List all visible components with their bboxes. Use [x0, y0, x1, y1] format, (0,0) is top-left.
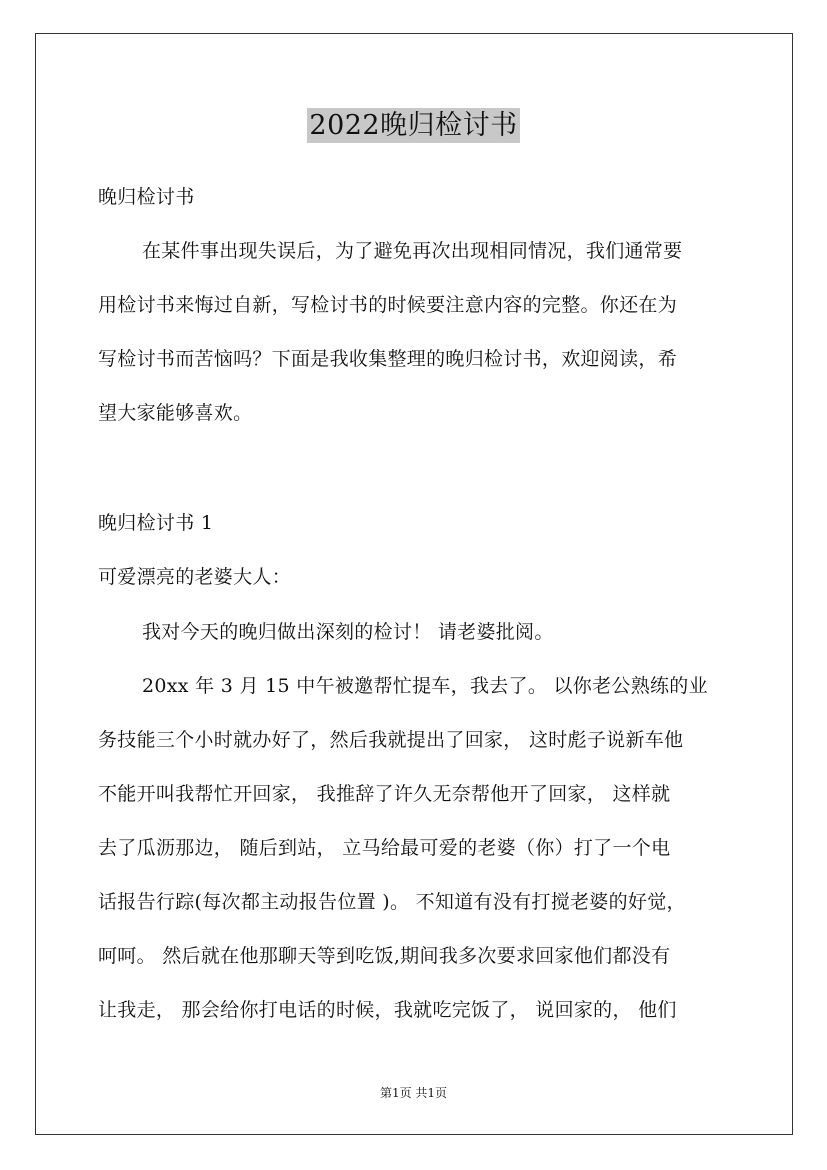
intro-line: 在某件事出现失误后，为了避免再次出现相同情况，我们通常要	[142, 240, 683, 262]
section-heading: 晚归检讨书	[98, 186, 195, 208]
body-line: 让我走， 那会给你打电话的时候，我就吃完饭了， 说回家的， 他们	[98, 999, 677, 1021]
body-line: 不能开叫我帮忙开回家， 我推辞了许久无奈帮他开了回家， 这样就	[98, 783, 671, 805]
body-line: 呵呵。 然后就在他那聊天等到吃饭,期间我多次要求回家他们都没有	[98, 945, 671, 967]
intro-line: 用检讨书来悔过自新，写检讨书的时候要注意内容的完整。你还在为	[98, 294, 678, 316]
salutation: 可爱漂亮的老婆大人：	[98, 566, 292, 588]
intro-line: 望大家能够喜欢。	[98, 402, 253, 424]
document-title-text: 2022晚归检讨书	[309, 110, 518, 141]
body-line: 我对今天的晚归做出深刻的检讨！ 请老婆批阅。	[142, 621, 554, 643]
body-line: 务技能三个小时就办好了，然后我就提出了回家， 这时彪子说新车他	[98, 729, 684, 751]
document-title	[0, 103, 827, 142]
body-line: 去了瓜沥那边， 随后到站， 立马给最可爱的老婆（你）打了一个电	[98, 837, 671, 859]
section-heading: 晚归检讨书 1	[98, 512, 214, 534]
page-footer: 第1页 共1页	[379, 1086, 448, 1100]
body-line: 20xx 年 3 月 15 中午被邀帮忙提车，我去了。 以你老公熟练的业	[142, 675, 708, 697]
body-line: 话报告行踪(每次都主动报告位置 )。 不知道有没有打搅老婆的好觉，	[98, 891, 686, 913]
intro-line: 写检讨书而苦恼吗？下面是我收集整理的晚归检讨书，欢迎阅读，希	[98, 348, 678, 370]
